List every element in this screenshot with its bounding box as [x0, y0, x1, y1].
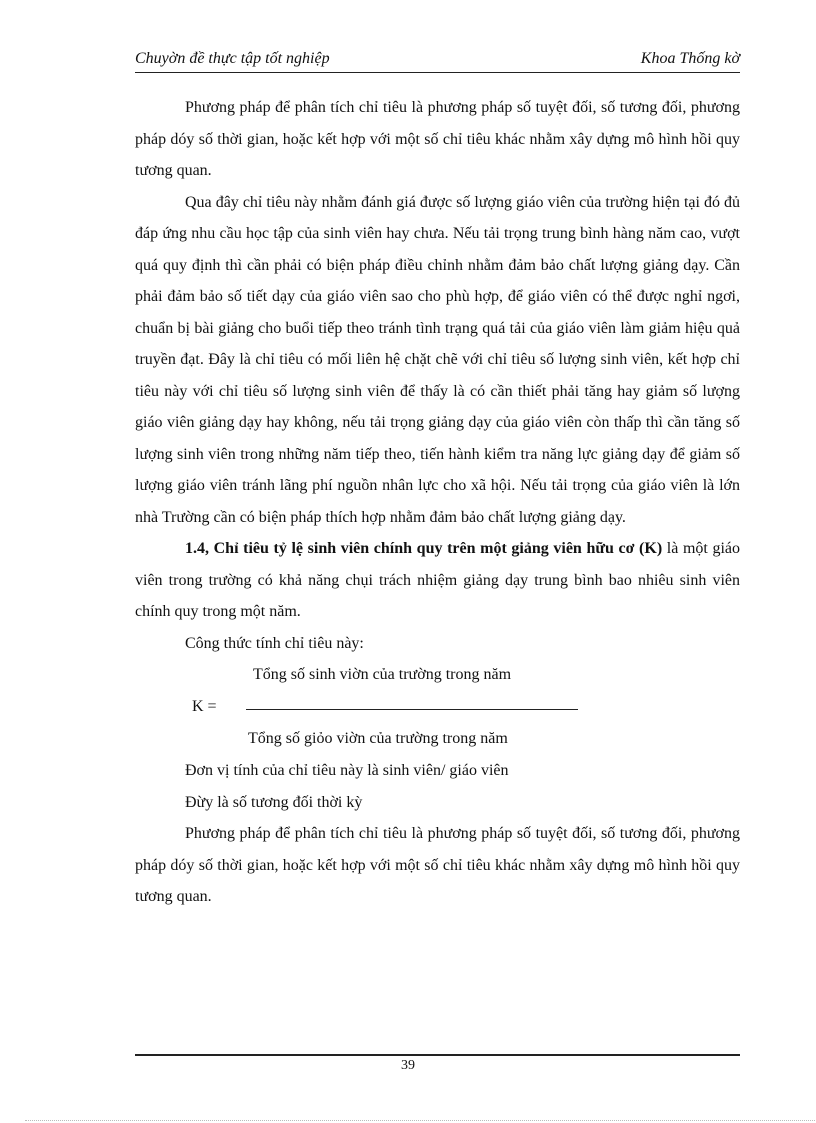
page-header — [135, 48, 740, 73]
paragraph-method-2: Phương pháp để phân tích chỉ tiêu là phương pháp số tuyệt đối, số tương đối, phương pháp dóy số thời gian, hoặc kết hợp với một số chỉ tiêu khác nhằm xây dựng mô hình hồi quy tương quan. — [135, 825, 740, 905]
formula-k — [135, 659, 740, 755]
paragraph-method-1: Phương pháp để phân tích chỉ tiêu là phương pháp số tuyệt đối, số tương đối, phương pháp dóy số thời gian, hoặc kết hợp với một số chỉ tiêu khác nhằm xây dựng mô hình hồi quy tương quan. — [135, 99, 740, 179]
paragraph-formula-intro: Công thức tính chỉ tiêu này: — [185, 634, 364, 652]
page-bottom-border — [25, 1120, 815, 1121]
footer-divider — [135, 1054, 740, 1056]
paragraph-explanation: Qua đây chỉ tiêu này nhằm đánh giá được số lượng giáo viên của trường hiện tại đó đủ đáp ứng nhu cầu học tập của sinh viên hay chưa. Nếu tải trọng trung bình hàng năm cao, vượt quá quy định thì cần phải có biện pháp điều chỉnh nhằm đảm bảo chất lượng giảng dạy. Cần phải đảm bảo số tiết dạy của giáo viên sao cho phù hợp, để giáo viên có thể được nghỉ ngơi, chuẩn bị bài giảng cho buổi tiếp theo tránh tình trạng quá tải của giáo viên làm giảm hiệu quả truyền đạt. Đây là chỉ tiêu có mối liên hệ chặt chẽ với chỉ tiêu số lượng sinh viên, kết hợp chỉ tiêu này với chỉ tiêu số lượng sinh viên để thấy là có cần thiết phải tăng hay giảm số lượng giáo viên giảng dạy hay không, nếu tải trọng giảng dạy của giáo viên còn thấp thì cần tăng số lượng sinh viên trong những năm tiếp theo, tiến hành kiểm tra năng lực giảng dạy để giảm số lượng giáo viên tránh lãng phí nguồn nhân lực cho xã hội. Nếu tải trọng của giáo viên là lớn nhà Trường cần có biện pháp thích hợp nhằm đảm bảo chất lượng giảng dạy. — [135, 193, 740, 526]
formula-denominator: Tổng số giỏo viờn của trường trong năm — [248, 730, 508, 747]
section-heading-1-4: 1.4, Chỉ tiêu tỷ lệ sinh viên chính quy trên một giảng viên hữu cơ (K) — [185, 540, 663, 557]
formula-lhs: K = — [192, 698, 217, 715]
header-right-title: Khoa Thống kờ — [640, 50, 740, 67]
header-left-title: Chuyờn đề thực tập tốt nghiệp — [135, 50, 330, 67]
paragraph-type: Đừy là số tương đối thời kỳ — [185, 793, 363, 811]
fraction-line — [246, 709, 578, 710]
section-heading-continuation: là một giáo viên trong trường có khả năng chụi trách nhiệm giảng dạy trung bình bao nhiêu sinh viên chính quy trong một năm. — [135, 540, 741, 620]
formula-numerator: Tổng số sinh viờn của trường trong năm — [253, 666, 512, 683]
page-number: 39 — [401, 1058, 415, 1073]
paragraph-unit: Đơn vị tính của chỉ tiêu này là sinh viên/ giáo viên — [185, 762, 509, 779]
paragraph-indicator-1-4 — [135, 533, 740, 628]
document-body — [135, 92, 740, 913]
